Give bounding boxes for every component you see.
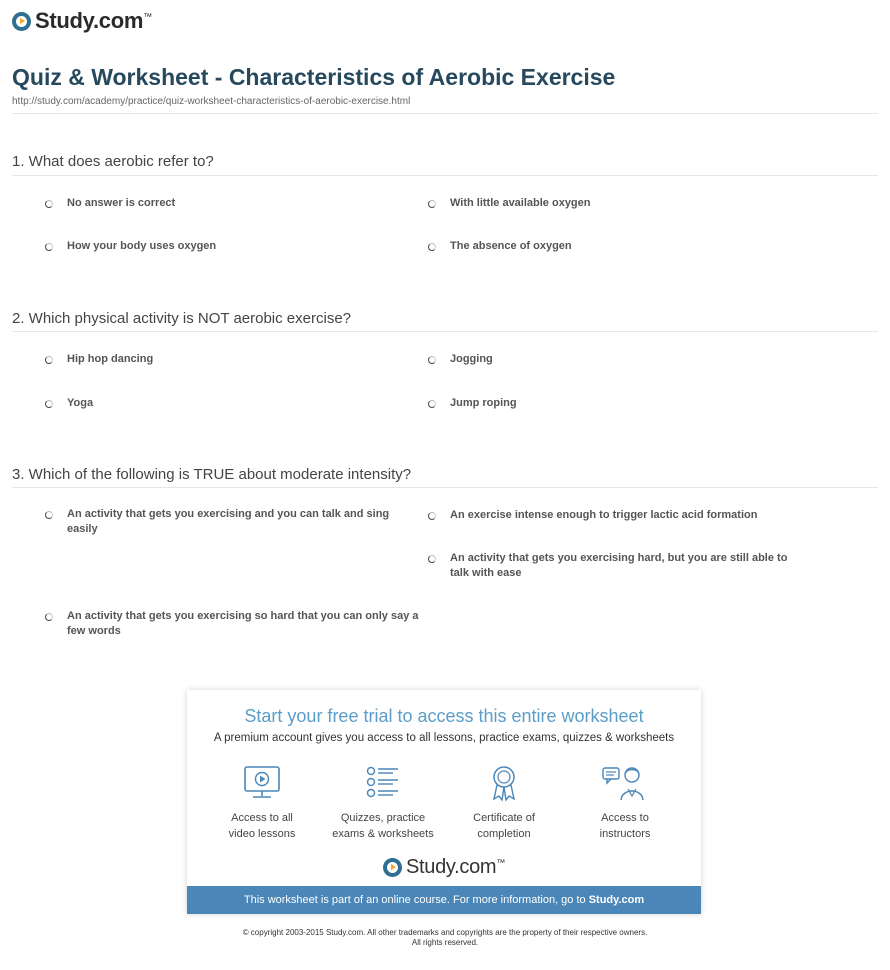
play-logo-icon	[12, 12, 31, 31]
answer-choice[interactable]: How your body uses oxygen	[45, 239, 385, 254]
radio-icon[interactable]	[428, 200, 436, 208]
answer-choice[interactable]: Jump roping	[428, 396, 788, 411]
feature-label: Quizzes, practice exams & worksheets	[332, 812, 434, 840]
radio-icon[interactable]	[45, 511, 53, 519]
promo-logo[interactable]	[187, 856, 701, 879]
page-title: Quiz & Worksheet - Characteristics of Aerobic Exercise	[12, 64, 616, 90]
logo-text: Study.com™	[405, 856, 505, 878]
question-1: 1. What does aerobic refer to?	[12, 153, 214, 170]
page-url: http://study.com/academy/practice/quiz-worksheet-characteristics-of-aerobic-exercise.html	[12, 96, 411, 107]
radio-icon[interactable]	[45, 356, 53, 364]
instructor-icon	[601, 764, 649, 802]
radio-icon[interactable]	[428, 356, 436, 364]
promo-subline: A premium account gives you access to all lessons, practice exams, quizzes & worksheets	[213, 732, 675, 744]
answer-choice[interactable]: With little available oxygen	[428, 196, 788, 211]
answer-choice[interactable]: Hip hop dancing	[45, 352, 385, 367]
certificate-icon	[484, 764, 524, 802]
divider	[12, 487, 878, 488]
study-logo[interactable]	[12, 8, 152, 34]
answer-choice[interactable]: The absence of oxygen	[428, 239, 788, 254]
radio-icon[interactable]	[45, 243, 53, 251]
divider	[12, 175, 878, 176]
radio-icon[interactable]	[45, 613, 53, 621]
feature-quizzes	[323, 764, 443, 842]
divider	[12, 113, 878, 114]
answer-choice[interactable]: An activity that gets you exercising so hard that you can only say a few words	[45, 609, 420, 639]
radio-icon[interactable]	[428, 512, 436, 520]
feature-instructors	[565, 764, 685, 842]
answer-choice[interactable]: No answer is correct	[45, 196, 385, 211]
radio-icon[interactable]	[45, 400, 53, 408]
online-course-banner: This worksheet is part of an online course. For more information, go to Study.com	[187, 886, 701, 914]
question-2: 2. Which physical activity is NOT aerobic exercise?	[12, 310, 352, 327]
question-3: 3. Which of the following is TRUE about moderate intensity?	[12, 466, 412, 483]
list-icon	[363, 764, 403, 802]
answer-choice[interactable]: An exercise intense enough to trigger lactic acid formation	[428, 508, 803, 523]
radio-icon[interactable]	[428, 243, 436, 251]
feature-certificate	[444, 764, 564, 842]
logo-text: Study.com™	[35, 8, 152, 33]
answer-choice[interactable]: Yoga	[45, 396, 385, 411]
feature-label: Access to instructors	[599, 812, 651, 840]
radio-icon[interactable]	[428, 400, 436, 408]
feature-label: Certificate of completion	[473, 812, 535, 840]
copyright: © copyright 2003-2015 Study.com. All other trademarks and copyrights are the property of their respective owners. All rights reserved.	[242, 928, 648, 947]
divider	[12, 331, 878, 332]
answer-choice[interactable]: An activity that gets you exercising hard, but you are still able to talk with ease	[428, 551, 803, 581]
answer-choice[interactable]: An activity that gets you exercising and you can talk and sing easily	[45, 507, 405, 537]
feature-label: Access to all video lessons	[228, 812, 296, 840]
free-trial-panel	[187, 690, 701, 914]
answer-choice[interactable]: Jogging	[428, 352, 788, 367]
study-link[interactable]: Study.com	[588, 894, 645, 906]
feature-video-lessons	[202, 764, 322, 842]
radio-icon[interactable]	[428, 555, 436, 563]
video-lesson-icon	[242, 764, 282, 802]
play-logo-icon	[383, 858, 402, 877]
radio-icon[interactable]	[45, 200, 53, 208]
promo-headline[interactable]: Start your free trial to access this entire worksheet	[244, 706, 644, 726]
